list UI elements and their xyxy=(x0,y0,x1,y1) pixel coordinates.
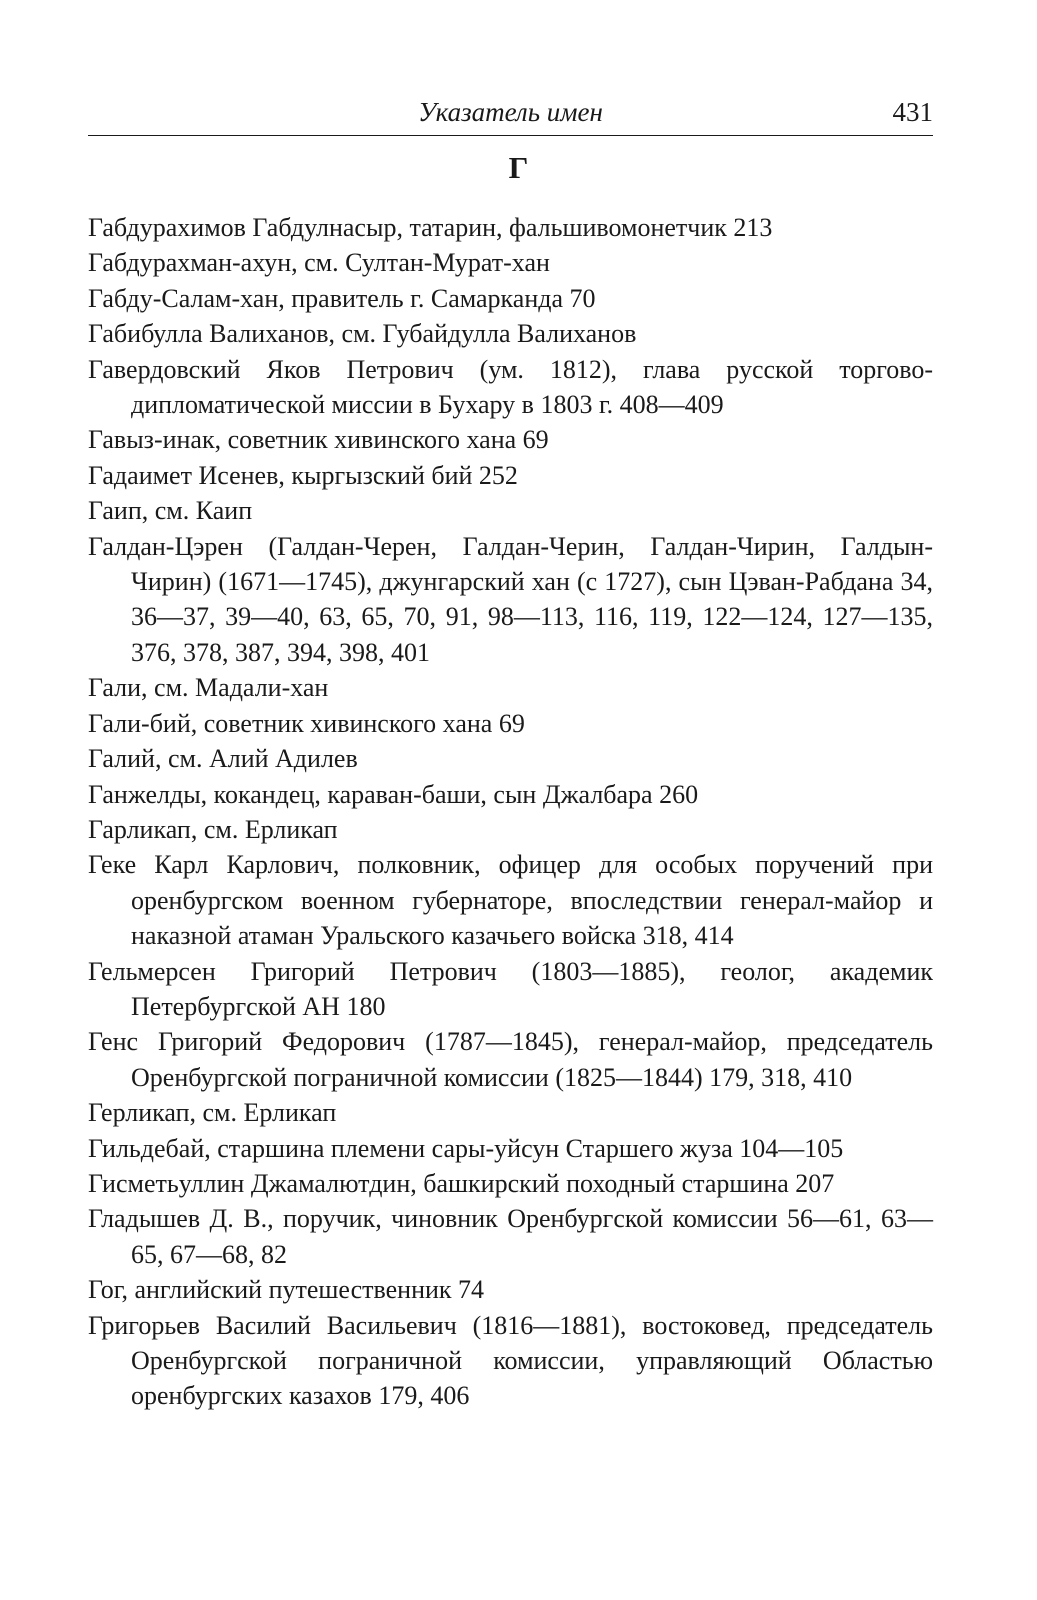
index-entry: Гог, английский путешественник 74 xyxy=(88,1275,485,1305)
index-entry: Габдурахимов Габдулнасыр, татарин, фальшивомонетчик 213 xyxy=(88,213,773,242)
index-entries xyxy=(88,210,933,1414)
index-entry: Габду-Салам-хан, правитель г. Самарканда 70 xyxy=(88,283,596,313)
running-title: Указатель имен xyxy=(418,97,603,127)
index-entry: Геке Карл Карлович, полковник, офицер для особых поручений при оренбургском военном губернаторе, впоследствии генерал-майор и наказной атаман Уральского казачьего войска 318, 414 xyxy=(88,850,933,951)
index-entry: Гладышев Д. В., поручик, чиновник Оренбургской комиссии 56—61, 63—65, 67—68, 82 xyxy=(88,1204,933,1269)
index-entry: Генс Григорий Федорович (1787—1845), генерал-майор, председатель Оренбургской пограничной комиссии (1825—1844) 179, 318, 410 xyxy=(88,1027,933,1092)
index-entry: Гавердовский Яков Петрович (ум. 1812), глава русской торгово-дипломатической миссии в Бухару в 1803 г. 408—409 xyxy=(88,354,933,420)
index-entry: Гарликап, см. Ерликап xyxy=(88,814,338,844)
section-letter: Г xyxy=(508,150,529,185)
index-entry: Гадаимет Исенев, кыргызский бий 252 xyxy=(88,460,518,490)
index-entry: Гавыз-инак, советник хивинского хана 69 xyxy=(88,425,549,455)
index-entry: Галий, см. Алий Адилев xyxy=(88,744,358,774)
page-number: 431 xyxy=(892,97,933,127)
header-rule xyxy=(88,135,933,136)
index-entry: Ганжелды, кокандец, караван-баши, сын Джалбара 260 xyxy=(88,779,699,809)
index-entry: Габдурахман-ахун, см. Султан-Мурат-хан xyxy=(88,248,550,278)
index-entry: Гильдебай, старшина племени сары-уйсун Старшего жуза 104—105 xyxy=(88,1133,844,1163)
index-entry: Гали, см. Мадали-хан xyxy=(88,673,329,703)
index-entry: Габибулла Валиханов, см. Губайдулла Валиханов xyxy=(88,319,637,349)
index-entry: Гаип, см. Каип xyxy=(88,496,253,526)
index-entry: Гали-бий, советник хивинского хана 69 xyxy=(88,708,525,738)
index-entry: Гельмерсен Григорий Петрович (1803—1885), геолог, академик Петербургской АН 180 xyxy=(88,956,933,1021)
index-entry: Герликап, см. Ерликап xyxy=(88,1098,337,1128)
index-entry: Галдан-Цэрен (Галдан-Черен, Галдан-Черин, Галдан-Чирин, Галдын-Чирин) (1671—1745), джунгарский хан (с 1727), сын Цэван-Рабдана 34, 36—37, 39—40, 63, 65, 70, 91, 98—113, 116, 119, 122—124, 127—135, 376, 378, 387, 394, 398, 401 xyxy=(88,531,933,667)
index-entry: Григорьев Василий Васильевич (1816—1881), востоковед, председатель Оренбургской пограничной комиссии, управляющий Областью оренбургских казахов 179, 406 xyxy=(88,1310,933,1411)
index-entry: Гисметьуллин Джамалютдин, башкирский походный старшина 207 xyxy=(88,1168,835,1198)
running-head xyxy=(88,92,933,136)
